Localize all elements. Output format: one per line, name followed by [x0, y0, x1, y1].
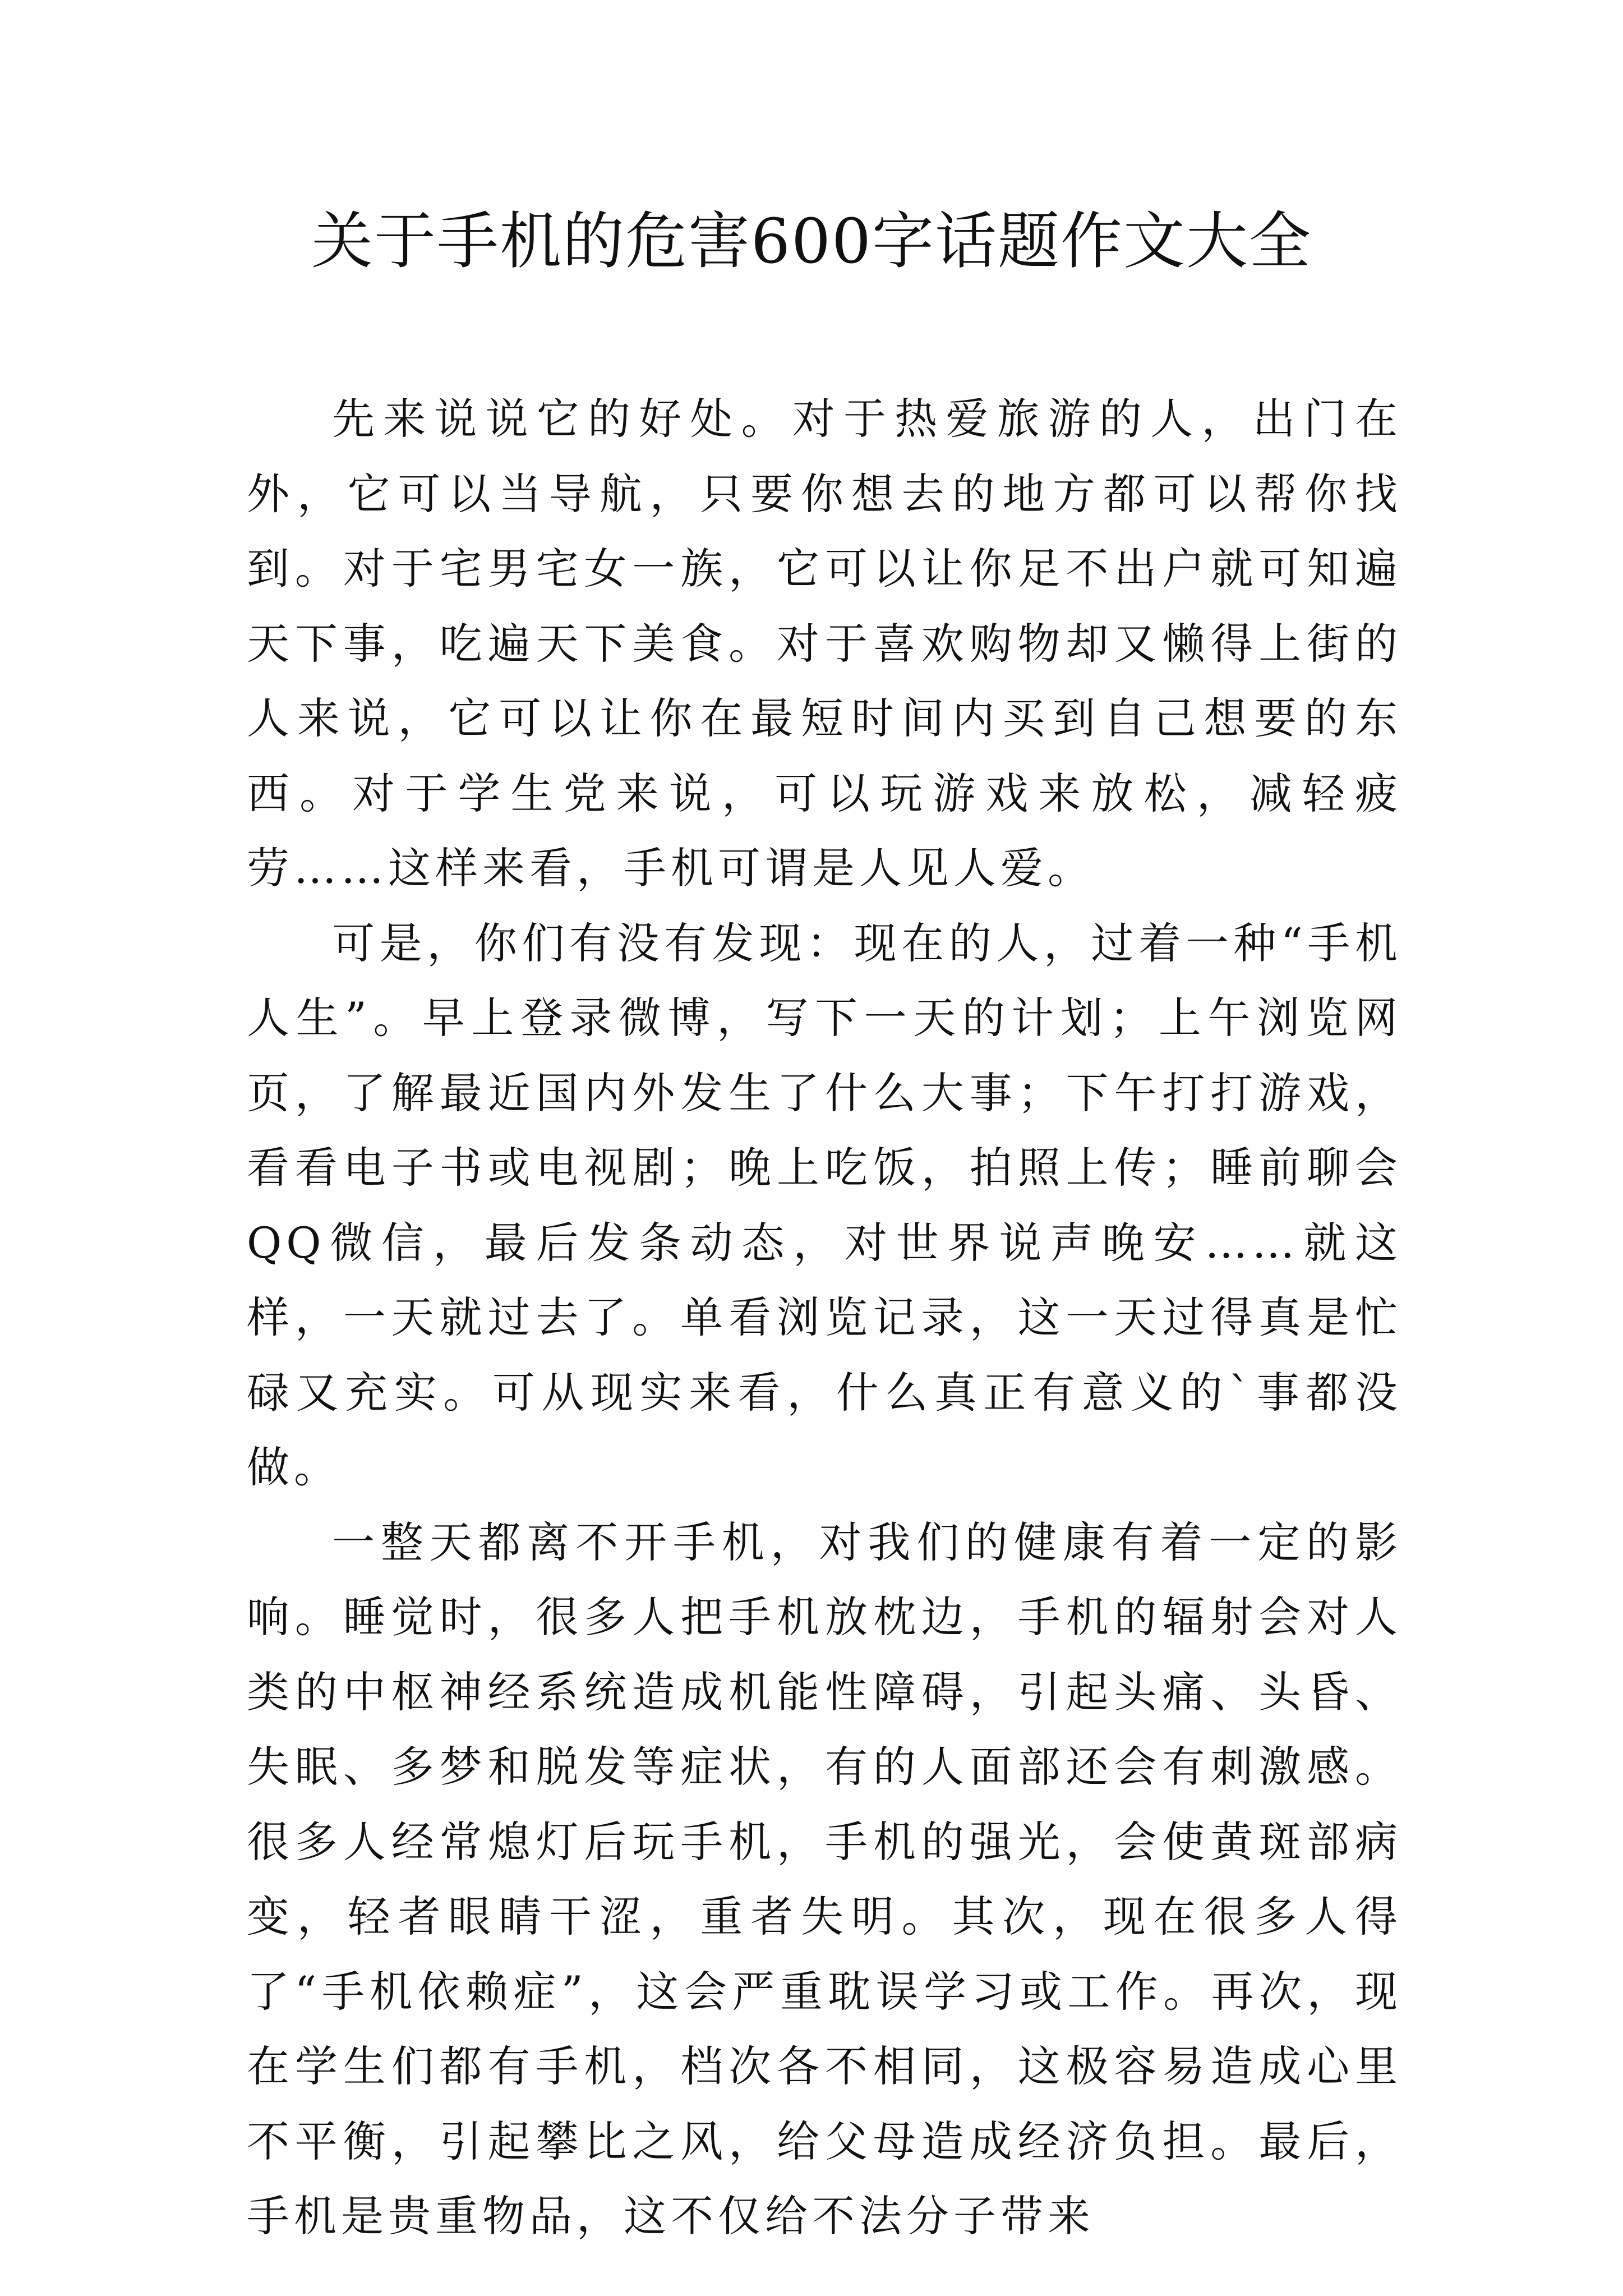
paragraph-phone-life: 可是，你们有没有发现：现在的人，过着一种“手机人生”。早上登录微博，写下一天的计划；上午浏览网页，了解最近国内外发生了什么大事；下午打打游戏，看看电子书或电视剧；晚上吃饭，拍照上传；睡前聊会QQ微信，最后发条动态，对世界说声晚安……就这样，一天就过去了。单看浏览记录，这一天过得真是忙碌又充实。可从现实来看，什么真正有意义的`事都没做。 [247, 918, 1402, 1492]
paragraph-benefits: 先来说说它的好处。对于热爱旅游的人，出门在外，它可以当导航，只要你想去的地方都可以帮你找到。对于宅男宅女一族，它可以让你足不出户就可知遍天下事，吃遍天下美食。对于喜欢购物却又懒得上街的人来说，它可以让你在最短时间内买到自己想要的东西。对于学生党来说，可以玩游戏来放松，减轻疲劳……这样来看，手机可谓是人见人爱。 [247, 394, 1402, 893]
document-title: 关于手机的危害600字话题作文大全 [311, 205, 1312, 277]
paragraph-health-effects: 一整天都离不开手机，对我们的健康有着一定的影响。睡觉时，很多人把手机放枕边，手机的辐射会对人类的中枢神经系统造成机能性障碍，引起头痛、头昏、失眠、多梦和脱发等症状，有的人面部还会有刺激感。很多人经常熄灯后玩手机，手机的强光，会使黄斑部病变，轻者眼睛干涩，重者失明。其次，现在很多人得了“手机依赖症”，这会严重耽误学习或工作。再次，现在学生们都有手机，档次各不相同，这极容易造成心里不平衡，引起攀比之风，给父母造成经济负担。最后，手机是贵重物品，这不仅给不法分子带来 [247, 1517, 1402, 2241]
document-body [247, 381, 1402, 2254]
